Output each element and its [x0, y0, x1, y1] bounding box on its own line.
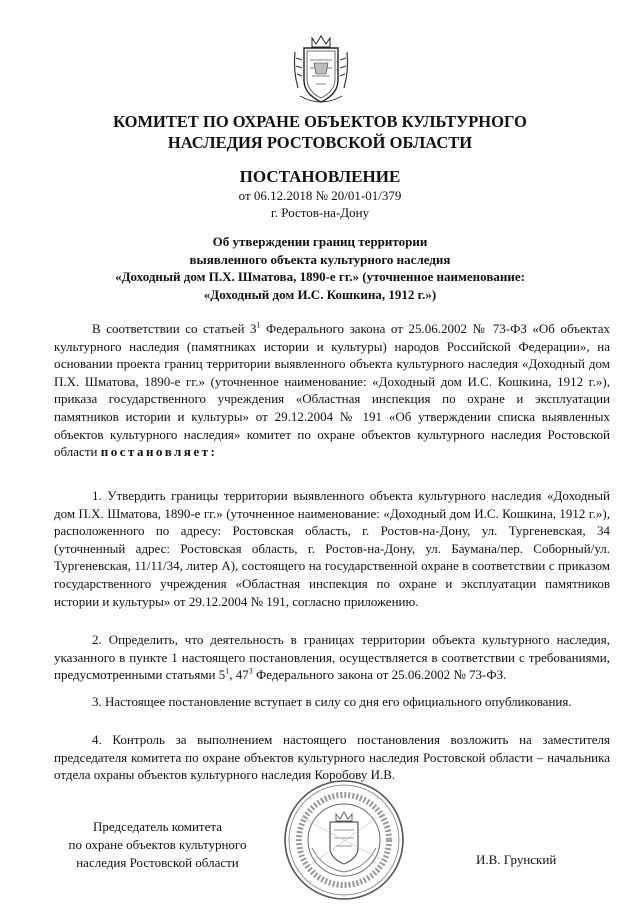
- document-date-number: от 06.12.2018 № 20/01-01/379: [238, 188, 402, 203]
- signatory-name: И.В. Грунский: [476, 852, 557, 867]
- organization-name: КОМИТЕТ ПО ОХРАНЕ ОБЪЕКТОВ КУЛЬТУРНОГО: [113, 112, 527, 131]
- item-paragraph-4: 4. Контроль за выполнением настоящего постановления возложить на заместителя председателя комитета по охране объектов культурного наследия Ростовской области – начальника отдела охраны объектов культурного наследия Коробову И.В.: [54, 732, 610, 783]
- item-paragraph-1: 1. Утвердить границы территории выявленного объекта культурного наследия «Доходный дом П.Х. Шматова, 1890-е гг.» (уточненное наименование: «Доходный дом И.С. Кошкина, 1912 г.»), расположенного по адресу: Ростовская область, г. Ростов-на-Дону, ул. Тургеневская, 34 (уточненный адрес: Ростовская область, г. Ростов-на-Дону, ул. Баумана/пер. Соборный/ул. Тургеневская, 11/11/34, литер А), состоящего на государственной охране в соответствии с приказом государственного учреждения «Областная инспекция по охране и эксплуатации памятников истории и культуры» от 29.12.2004 № 191, согласно приложению.: [54, 488, 610, 609]
- item2-text: 2. Определить, что деятельность в границах территории объекта культурного наследия, указанного в пункте 1 настоящего постановления, осуществляется в соответствии с требованиями, предусмотренными статьями 5: [54, 632, 610, 683]
- item2-text: , 47: [229, 667, 249, 683]
- superscript: 1: [225, 666, 230, 676]
- signatory-title-line: по охране объектов культурного: [68, 837, 247, 852]
- document-city: г. Ростов-на-Дону: [270, 205, 370, 220]
- resolves-word: постановляет:: [100, 444, 218, 460]
- superscript: 1: [256, 320, 261, 330]
- preamble-text: В соответствии со статьей 3: [92, 321, 257, 336]
- subject-line: «Доходный дом П.Х. Шматова, 1890-е гг.» (уточненное наименование:: [115, 269, 525, 284]
- document-type: ПОСТАНОВЛЕНИЕ: [239, 167, 401, 186]
- subject-line: выявленного объекта культурного наследия: [189, 252, 451, 267]
- superscript: 3: [248, 666, 253, 676]
- preamble-paragraph: [54, 320, 610, 461]
- item-paragraph-2: [54, 631, 610, 684]
- signatory-title: [50, 818, 265, 872]
- signatory-title-line: наследия Ростовской области: [76, 855, 239, 870]
- preamble-text: Федерального закона от 25.06.2002 № 73-ФЗ «Об объектах культурного наследия (памятниках истории и культуры) народов Российской Федерации», на основании проекта границ территории выявленного объекта культурного наследия «Доходный дом П.Х. Шматова, 1890-е гг.» (уточненное наименование: «Доходный дом И.С. Кошкина, 1912 г.»), приказа государственного учреждения «Областная инспекция по охране и эксплуатации памятников истории и культуры» от 29.12.2004 № 191 «Об утверждении списка выявленных объектов культурного наследия» комитет по охране объектов культурного наследия Ростовской области: [54, 321, 611, 460]
- item-paragraph-3: 3. Настоящее постановление вступает в силу со дня его официального опубликования.: [92, 694, 572, 709]
- organization-name-continued: НАСЛЕДИЯ РОСТОВСКОЙ ОБЛАСТИ: [167, 133, 473, 152]
- subject-line: «Доходный дом И.С. Кошкина, 1912 г.»): [203, 287, 437, 302]
- subject-line: Об утверждении границ территории: [212, 234, 428, 249]
- signatory-title-line: Председатель комитета: [93, 819, 222, 834]
- coat-of-arms-icon: [290, 30, 352, 108]
- official-seal-icon: [282, 778, 406, 902]
- item2-text: Федерального закона от 25.06.2002 № 73-ФЗ.: [252, 667, 507, 683]
